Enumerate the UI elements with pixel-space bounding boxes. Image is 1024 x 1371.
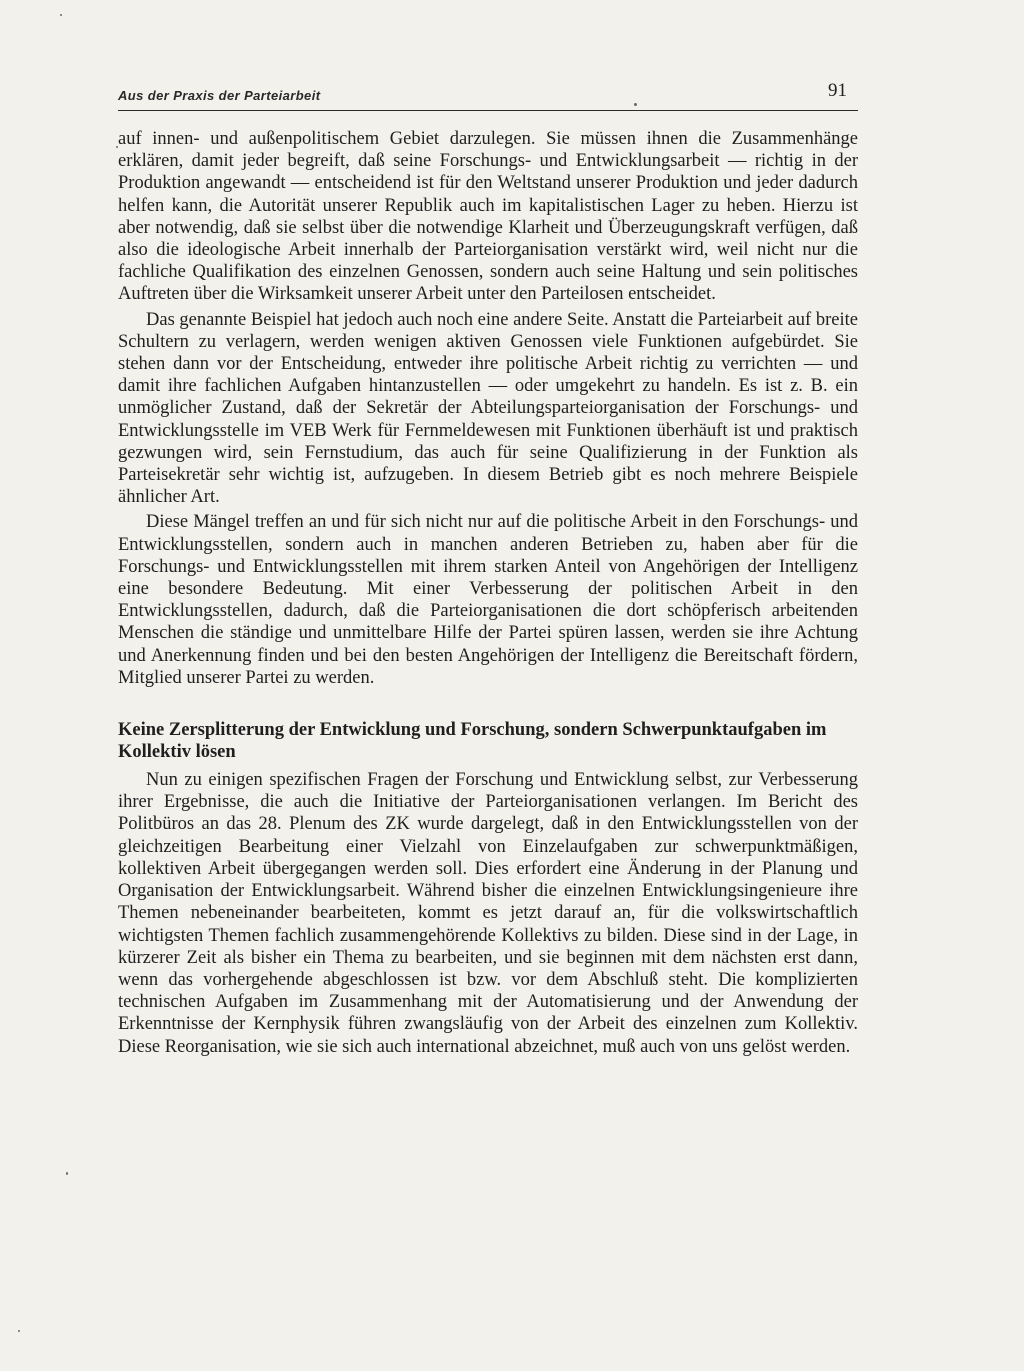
page-number: 91 — [828, 80, 847, 101]
scan-speck — [18, 1330, 20, 1332]
section-paragraph: Nun zu einigen spezifischen Fragen der Forschung und Entwicklung selbst, zur Verbesserung ihrer Ergebnisse, die auch die Initiative der Parteiorganisationen verlangen. Im Bericht des Politbüros an das 28. Plenum des ZK wurde dargelegt, daß in den Entwicklungsstellen von der gleichzeitigen Bearbeitung einer Vielzahl von Einzelaufgaben zur schwerpunktmäßigen, kollektiven Arbeit übergegangen werden soll. Dies erfordert eine Änderung in der Planung und Organisation der Entwicklungsarbeit. Während bisher die einzelnen Entwicklungsingenieure ihre Themen nebeneinander bearbeiteten, kommt es jetzt darauf an, für die volkswirtschaftlich wichtigsten Themen fachlich zusammengehörende Kollektivs zu bilden. Diese sind in der Lage, in kürzerer Zeit als bisher ein Thema zu bearbeiten, und sie beginnen mit dem nächsten erst dann, wenn das vorhergehende abgeschlossen ist bzw. vor dem Abschluß steht. Die komplizierten technischen Aufgaben im Zusammenhang mit der Automatisierung und der Anwendung der Erkenntnisse der Kernphysik führen zwangsläufig von der Arbeit des einzelnen zum Kollektiv. Diese Reorganisation, wie sie sich auch international abzeichnet, muß auch von uns gelöst werden. — [118, 770, 858, 1057]
running-head: Aus der Praxis der Parteiarbeit — [118, 88, 321, 103]
header-rule — [118, 110, 858, 111]
scan-speck — [116, 146, 118, 148]
scan-speck — [66, 1172, 68, 1175]
paragraph: Das genannte Beispiel hat jedoch auch noch eine andere Seite. Anstatt die Parteiarbeit auf breite Schultern zu verlagern, werden wenigen aktiven Genossen viele Funktionen aufgebürdet. Sie stehen dann vor der Entscheidung, entweder ihre politische Arbeit richtig zu verrichten — und damit ihre fachlichen Aufgaben hintanzustellen — oder umgekehrt zu handeln. Es ist z. B. ein unmöglicher Zustand, daß der Sekretär der Abteilungsparteiorganisation der Forschungs- und Entwicklungsstelle im VEB Werk für Fernmeldewesen mit Funktionen überhäuft ist und praktisch gezwungen wird, sein Fernstudium, das auch für seine Qualifizierung in der Funktion als Parteisekretär sehr wichtig ist, aufzugeben. In diesem Betrieb gibt es noch mehrere Beispiele ähnlicher Art. — [118, 309, 858, 508]
paragraph-continued: auf innen- und außenpolitischem Gebiet darzulegen. Sie müssen ihnen die Zusammenhänge erklären, damit jeder begreift, daß seine Forschungs- und Entwicklungsarbeit — richtig in der Produktion angewandt — entscheidend ist für den Weltstand unserer Produktion und jeder dadurch helfen kann, die Autorität unserer Republik auch im kapitalistischen Lager zu heben. Hierzu ist aber notwendig, daß sie selbst über die notwendige Klarheit und Überzeugungskraft verfügen, daß also die ideologische Arbeit innerhalb der Parteiorganisation verstärkt wird, weil nicht nur die fachliche Qualifikation des einzelnen Genossen, sondern auch seine Haltung und sein politisches Auftreten über die Wirksamkeit unserer Arbeit unter den Parteilosen entscheidet. — [118, 129, 858, 305]
body-text — [118, 128, 858, 1058]
section-heading: Keine Zersplitterung der Entwicklung und Forschung, sondern Schwerpunktaufgaben im Kollektiv lösen — [118, 720, 827, 763]
scan-speck — [60, 14, 62, 16]
paragraph: Diese Mängel treffen an und für sich nicht nur auf die politische Arbeit in den Forschungs- und Entwicklungsstellen, sondern auch in manchen anderen Betrieben zu, haben aber für die Forschungs- und Entwicklungsstellen mit ihrem starken Anteil von Angehörigen der Intelligenz eine besondere Bedeutung. Mit einer Verbesserung der politischen Arbeit in den Entwicklungsstellen, dadurch, daß die Parteiorganisationen die dort schöpferisch arbeitenden Menschen die ständige und unmittelbare Hilfe der Partei spüren lassen, werden sie ihre Achtung und Anerkennung finden und bei den besten Angehörigen der Intelligenz die Bereitschaft fördern, Mitglied unserer Partei zu werden. — [118, 512, 858, 688]
scan-speck — [634, 103, 637, 106]
